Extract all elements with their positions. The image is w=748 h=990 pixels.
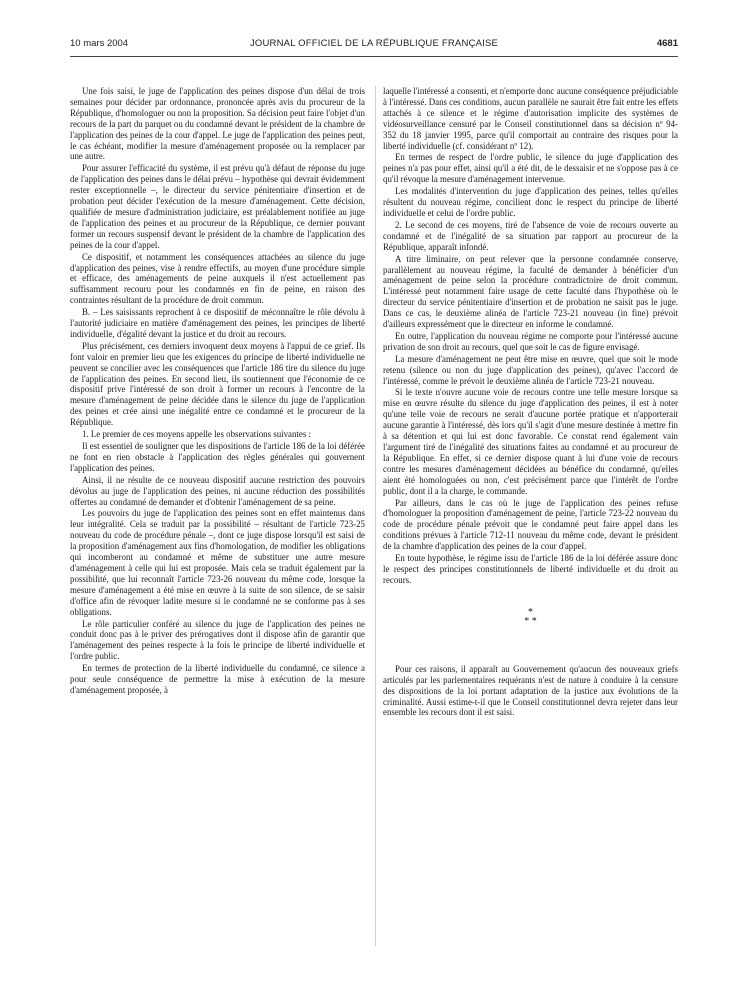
section-separator [383,608,678,626]
column-divider [375,86,376,946]
paragraph: Le rôle particulier conféré au silence du juge de l'application des peines ne conduit donc pas à le priver des prérogatives dont il dispose afin de garantir que l'aménagement des peines respecte à la fois le principe de liberté individuelle et l'ordre public. [70,618,365,662]
header-date: 10 mars 2004 [70,38,129,49]
paragraph: Par ailleurs, dans le cas où le juge de l'application des peines refuse d'homologuer la proposition d'aménagement de peine, l'article 723-22 nouveau du code de procédure pénale prévoit que le condamné peut faire appel dans les conditions prévues à l'article 712-11 nouveau du même code, devant le président de la chambre d'application des peines de la cour d'appel. [383,497,678,552]
paragraph: 1. Le premier de ces moyens appelle les observations suivantes : [82,429,311,440]
header-rule [70,56,678,57]
left-column [70,86,365,696]
paragraph: Plus précisément, ces derniers invoquent deux moyens à l'appui de ce grief. Ils font valoir en premier lieu que les exigences du principe de liberté individuelle ne peuvent se concilier avec les conséquences que l'article 186 tire du silence du juge de l'application des peines. En second lieu, ils soutiennent que l'économie de ce dispositif prive l'intéressé de son droit à former un recours à l'encontre de la mesure d'aménagement de peine décidée dans le silence du juge de l'application des peines et crée ainsi une inégalité entre ce condamné et le procureur de la République. [70,340,365,428]
page-header [70,38,678,54]
paragraph: A titre liminaire, on peut relever que la personne condamnée conserve, parallèlement au nouveau régime, la faculté de demander à bénéficier d'un aménagement de peine selon la procédure contradictoire de droit commun. L'intéressé peut notamment faire usage de cette faculté dans l'hypothèse où le directeur du service pénitentiaire d'insertion et de probation ne saisit pas le juge. Dans ce cas, le deuxième alinéa de l'article 723-21 nouveau (in fine) prévoit d'ailleurs expressément que le directeur en informe le condamné. [383,253,678,330]
paragraph: En termes de respect de l'ordre public, le silence du juge d'application des peines n'a pas pour effet, ainsi qu'il a été dit, de le dessaisir et ne s'oppose pas à ce qu'il révoque la mesure d'aménagement intervenue. [383,152,678,185]
paragraph: En outre, l'application du nouveau régime ne comporte pour l'intéressé aucune privation de son droit au recours, quel que soit le cas de figure envisagé. [383,330,678,352]
paragraph: Ce dispositif, et notamment les conséquences attachées au silence du juge d'application des peines, vise à rendre effectifs, au moyen d'une procédure simple et efficace, des aménagements de peine auxquels il n'est actuellement pas suffisamment recouru pour les condamnés en fin de peine, en raison des contraintes résultant de la procédure de droit commun. [70,251,365,306]
paragraph: B. – Les saisissants reprochent à ce dispositif de méconnaître le rôle dévolu à l'autorité judiciaire en matière d'aménagement des peines, les principes de liberté individuelle, d'égalité devant la justice et du droit au recours. [70,307,365,339]
paragraph: Une fois saisi, le juge de l'application des peines dispose d'un délai de trois semaines pour décider par ordonnance, prononcée après avis du procureur de la République, d'homologuer ou non la proposition. Sa décision peut faire l'objet d'un recours de la part du parquet ou du condamné devant le président de la chambre de l'application des peines de la cour d'appel. Le juge de l'application des peines peut, le cas échéant, modifier la mesure d'aménagement proposée ou la remplacer par une autre. [70,86,365,162]
separator-stars-bottom: * * [524,615,537,627]
paragraph: Les pouvoirs du juge de l'application des peines sont en effet maintenus dans leur intégralité. Cela se traduit par la possibilité – résultant de l'article 723-25 nouveau du code de procédure pénale –, dont ce juge dispose lorsqu'il est saisi de la proposition d'aménagement aux fins d'homologation, de modifier les obligations qui incomberont au condamné et même de substituer une autre mesure d'aménagement à celle qui lui est proposée. Mais cela se traduit également par la possibilité, que lui reconnaît l'article 723-26 nouveau du même code, lorsque la mesure d'aménagement a été mise en œuvre à la suite de son silence, de se saisir d'office afin de révoquer ladite mesure si le condamné ne se conforme pas à ses obligations. [70,508,365,617]
right-column [383,86,678,718]
paragraph: En termes de protection de la liberté individuelle du condamné, ce silence a pour seule conséquence de permettre la mise à exécution de la mesure d'aménagement proposée, à [70,663,365,695]
paragraph: Les modalités d'intervention du juge d'application des peines, telles qu'elles résultent du nouveau régime, concilient donc le respect du principe de liberté individuelle et celui de l'ordre public. [383,186,678,218]
paragraph: 2. Le second de ces moyens, tiré de l'absence de voie de recours ouverte au condamné et de l'inégalité de sa situation par rapport au procureur de la République, apparaît infondé. [383,219,678,252]
paragraph: Ainsi, il ne résulte de ce nouveau dispositif aucune restriction des pouvoirs dévolus au juge de l'application des peines, ni aucune réduction des possibilités offertes au condamné de demander et d'obtenir l'aménagement de sa peine. [70,474,365,507]
paragraph: En toute hypothèse, le régime issu de l'article 186 de la loi déférée assure donc le respect des principes constitutionnels de liberté individuelle et du droit au recours. [383,553,678,585]
paragraph: Pour assurer l'efficacité du système, il est prévu qu'à défaut de réponse du juge de l'application des peines dans le délai prévu – hypothèse qui devrait évidemment rester exceptionnelle –, le directeur du service pénitentiaire d'insertion et de probation peut décider l'exécution de la mesure d'aménagement. Cette décision, qualifiée de mesure d'administration judiciaire, est préalablement notifiée au juge de l'application des peines et au procureur de la République, ce dernier pouvant former un recours suspensif devant le président de la chambre de l'application des peines de la cour d'appel. [70,163,365,250]
paragraph: Si le texte n'ouvre aucune voie de recours contre une telle mesure lorsque sa mise en œuvre résulte du silence du juge d'application des peines, il est à noter qu'une telle voie de recours ne serait d'aucune portée pratique et n'apporterait aucune garantie à l'intéressé, dès lors qu'il s'agit d'une mesure destinée à mettre fin à sa détention et qui lui est donc favorable. Ce constat rend également vain l'argument tiré de l'inégalité des situations faites au condamné et au procureur de la République. En effet, si ce dernier dispose quant à lui d'une voie de recours contre les mesures d'aménagement décidées au bénéfice du condamné, qu'elles aient été homologuées ou non, c'est précisément parce que l'intérêt de l'ordre public, dont il a la charge, le commande. [383,387,678,496]
paragraph: Il est essentiel de souligner que les dispositions de l'article 186 de la loi déférée ne font en rien obstacle à l'application des règles générales qui gouvernent l'application des peines. [70,441,365,473]
separator-star-top: * [528,606,533,618]
header-page-number: 4681 [656,38,678,49]
header-journal-title: JOURNAL OFFICIEL DE LA RÉPUBLIQUE FRANÇAISE [249,38,499,49]
paragraph: laquelle l'intéressé a consenti, et n'emporte donc aucune conséquence préjudiciable à l'intéressé. Dans ces conditions, aucun parallèle ne saurait être fait entre les effets attachés à ce silence et le régime d'autorisation implicite des systèmes de vidéosurveillance censuré par le Conseil constitutionnel dans sa décision nº 94-352 du 18 janvier 1995, parce qu'il comportait au contraire des risques pour la liberté individuelle (cf. considérant nº 12). [383,86,678,151]
paragraph: La mesure d'aménagement ne peut être mise en œuvre, quel que soit le mode retenu (silence ou non du juge d'application des peines), qu'avec l'accord de l'intéressé, comme le prévoit le deuxième alinéa de l'article 723-21 nouveau. [383,353,678,386]
closing-paragraph: Pour ces raisons, il apparaît au Gouvernement qu'aucun des nouveaux griefs articulés par les parlementaires requérants n'est de nature à conduire à la censure des dispositions de la loi portant adaptation de la justice aux évolutions de la criminalité. Aussi estime-t-il que le Conseil constitutionnel devra rejeter dans leur ensemble les recours dont il est saisi. [383,663,678,718]
